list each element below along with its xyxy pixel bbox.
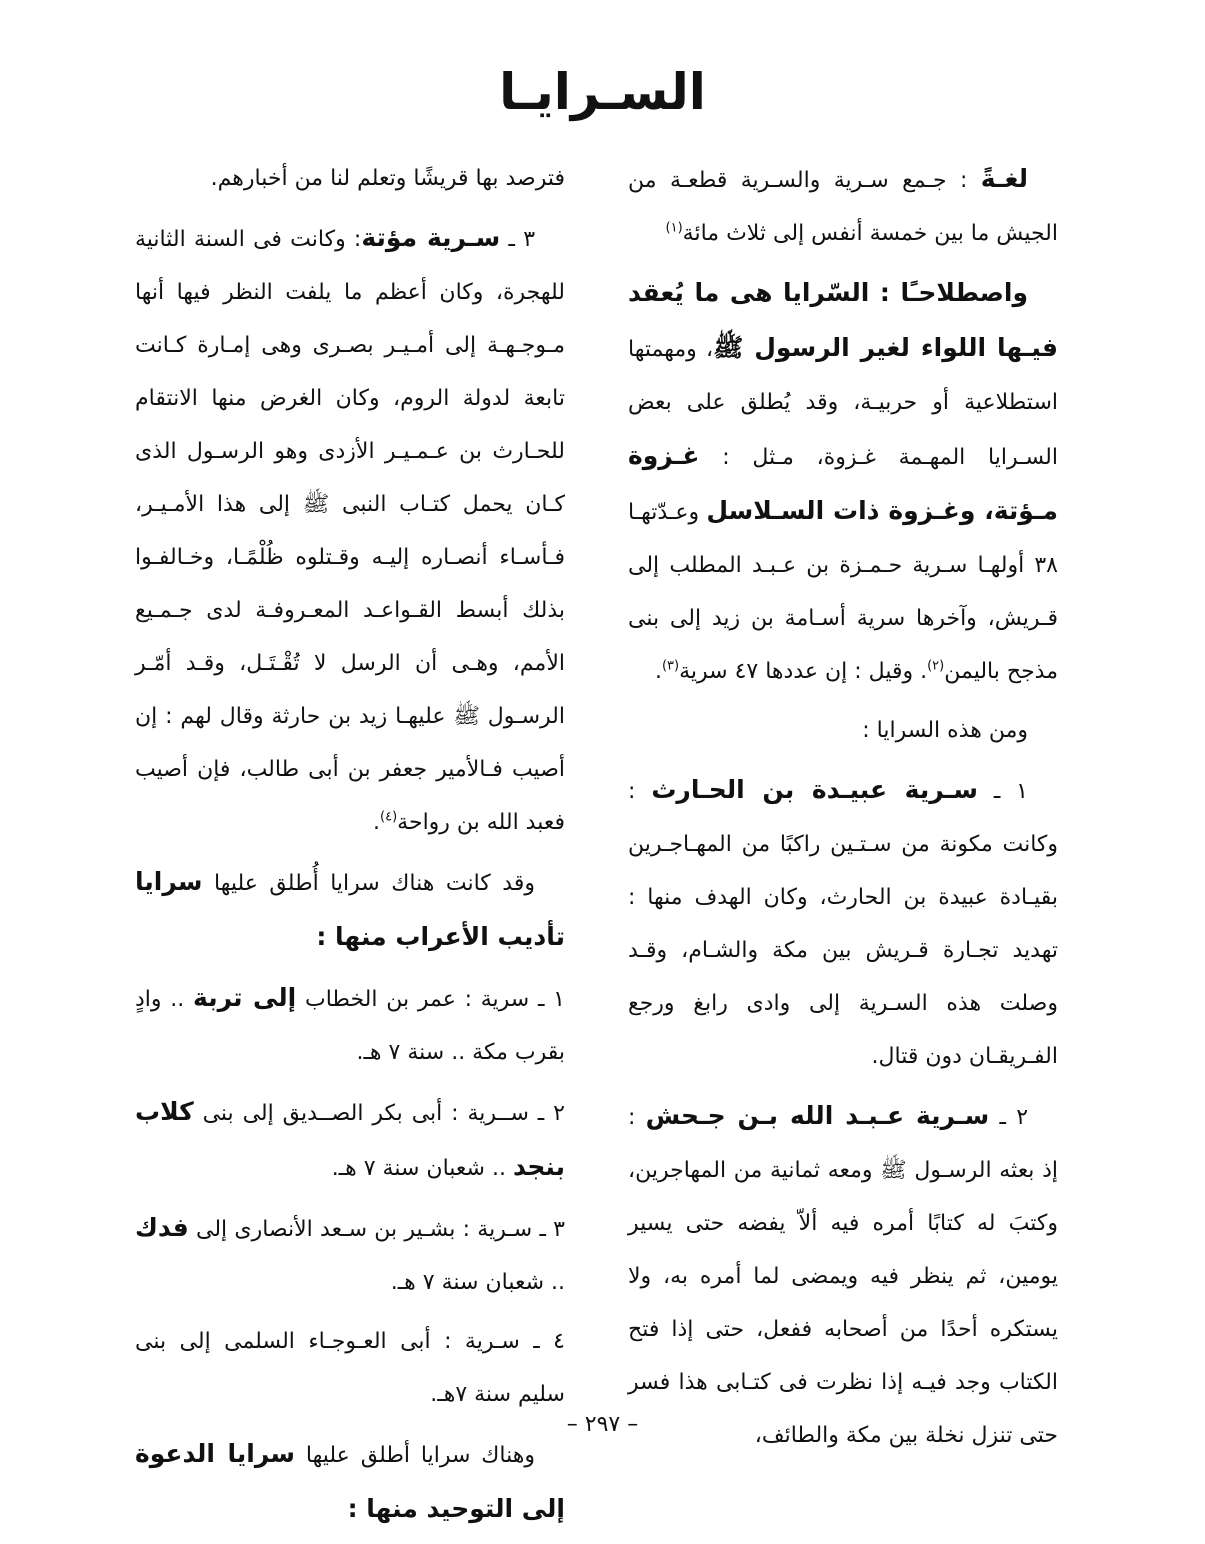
example-battle-2: وغـزوة ذات السـلاسل — [706, 496, 976, 525]
paragraph-continuation: فترصد بها قريشًا وتعلم لنا من أخبارهم. — [210, 166, 565, 191]
footnote-ref: (٣) — [661, 658, 680, 674]
list-item-bold: إلى تربة — [193, 983, 297, 1012]
list-item-text: ٣ ـ سـرية : بشـير بن سـعد الأنصارى إلى — [188, 1217, 565, 1242]
definition-text-3: . وقيل : إن عددها ٤٧ سرية — [679, 659, 928, 684]
separator: ، — [975, 496, 994, 525]
list-item — [135, 1315, 565, 1421]
definition-text-2: وعـدّتهـا ٣٨ أولهـا سـرية حـمـزة بن عـبـد المطلب إلى قـريش، وآخرها سرية أسـامة بن زيد إلى بنى مذجح باليمن — [628, 500, 1058, 684]
definition-text: : جـمع سـرية والسـرية قطعـة من الجيش ما بين خمسة أنفس إلى ثلاث مائة — [628, 168, 1058, 246]
item-text: : إذ بعثه الرسـول ﷺ ومعه ثمانية من المهاجرين، وكتبَ له كتابًا أمره فيه ألاّ يفضه حتى يسير يومين، ثم ينظر فيه ويمضى لما أمره به، ولا يستكره أحدًا من أصحابه ففعل، حتى إذا فتح الكتاب وجد فيـه إذا نظرت فى كتـابى هذا فسر حتى تنزل نخلة بين مكة والطائف، — [628, 1105, 1058, 1448]
list-item-text-2: .. شعبان سنة ٧ هـ. — [390, 1270, 565, 1295]
footnote-ref: (٤) — [380, 809, 398, 825]
example-battle-1: غـزوة مـؤتة — [628, 441, 1058, 525]
period: . — [373, 810, 381, 835]
list-item-bold: كلاب بنجد — [135, 1097, 565, 1181]
list-item-bold: فدك — [135, 1213, 189, 1242]
item-heading: سـرية مؤتة — [361, 223, 501, 252]
list-item-text: ٤ ـ سـرية : أبى العـوجـاء السلمى إلى بنى سليم سنة ٧هـ. — [135, 1329, 565, 1407]
paragraph-tadib-intro — [135, 855, 565, 965]
page-title: السـرايـا — [499, 63, 706, 121]
paragraph-definition-term — [628, 266, 1058, 698]
list-item-text: ١ ـ سرية : عمر بن الخطاب — [296, 987, 565, 1012]
item-number: ١ ـ — [977, 779, 1028, 804]
intro-end: : — [316, 922, 336, 951]
term-language: لغـةً — [980, 164, 1028, 193]
definition-text: ، ومهمتها استطلاعية أو حربيـة، وقد يُطلق على بعض السـرايا المهـمة غـزوة، مـثل : — [628, 337, 1058, 470]
item-text: : وكانت مكونة من سـتـين راكبًا من المهـاجـرين بقيـادة عبيدة بن الحارث، وكان الهدف منها : تهديد تجـارة قـريش بين مكة والشـام، وقـد وصلت هذه السـرية إلى وادى رابغ ورجع الفـريقـان دون قتال. — [628, 779, 1058, 1069]
list-item — [135, 971, 565, 1079]
list-item-text: ٢ ـ ســرية : أبى بكر الصــديق إلى بنى — [193, 1101, 565, 1126]
paragraph-intro-list: ومن هذه السرايا : — [862, 718, 1028, 743]
period: . — [654, 659, 662, 684]
item-heading: سـرية عـبـد الله بـن جـحش — [645, 1101, 990, 1130]
list-item-text-2: .. وادٍ بقرب مكة .. سنة ٧ هـ. — [135, 987, 565, 1065]
paragraph-definition-language — [628, 152, 1058, 260]
item-number: ٢ ـ — [989, 1105, 1029, 1130]
intro-bold: سرايا الدعوة إلى التوحيد منها — [135, 1439, 565, 1523]
intro-bold: سرايا تأديب الأعراب منها — [135, 867, 565, 951]
list-item — [135, 1085, 565, 1195]
paragraph-sariya-3 — [135, 211, 565, 849]
paragraph-sariya-1 — [628, 763, 1058, 1083]
footnote-ref: (١) — [665, 220, 683, 236]
item-heading: سـرية عبيـدة بن الحـارث — [651, 775, 978, 804]
intro-end: : — [347, 1494, 367, 1523]
intro-text: وهناك سرايا أطلق عليها — [295, 1443, 535, 1468]
list-item — [135, 1201, 565, 1309]
paragraph-sariya-2 — [628, 1089, 1058, 1462]
definition-bold: : السّرايا هى ما يُعقد فيـها اللواء لغير الرسول ﷺ — [628, 278, 1058, 362]
item-number: ٣ ـ — [500, 227, 536, 252]
footnote-ref: (٢) — [927, 658, 945, 674]
right-column — [628, 152, 1058, 1468]
page-number: – ٢٩٧ – — [566, 1412, 639, 1437]
left-column — [135, 152, 565, 1543]
list-item-text-2: .. شعبان سنة ٧ هـ. — [331, 1156, 513, 1181]
intro-text: وقد كانت هناك سرايا أُطلق عليها — [202, 871, 535, 896]
term-technical: واصطلاحـًا — [900, 278, 1028, 307]
item-text: : وكانت فى السنة الثانية للهجرة، وكان أعظم ما يلفت النظر فيها أنها مـوجـهـة إلى أمـيـر بصـرى وهى إمـارة كـانت تابعة لدولة الروم، وكان الغرض منها الانتقام للحـارث بن عـمـيـر الأزدى وهو الرسـول الذى كـان يحمل كتـاب النبى ﷺ إلى هذا الأمـيـر، فـأسـاء أنصـاره إليـه وقـتلوه ظُلْمًـا، وخـالفـوا بذلك أبسط القـواعـد المعـروفـة لدى جـمـيع الأمم، وهـى أن الرسل لا تُقْـتَـل، وقـد أمّـر الرسـول ﷺ عليهـا زيد بن حارثة وقال لهم : إن أصيب فـالأمير جعفر بن أبى طالب، فإن أصيب فعبد الله بن رواحة — [135, 227, 565, 835]
paragraph-dawa-intro — [135, 1427, 565, 1537]
